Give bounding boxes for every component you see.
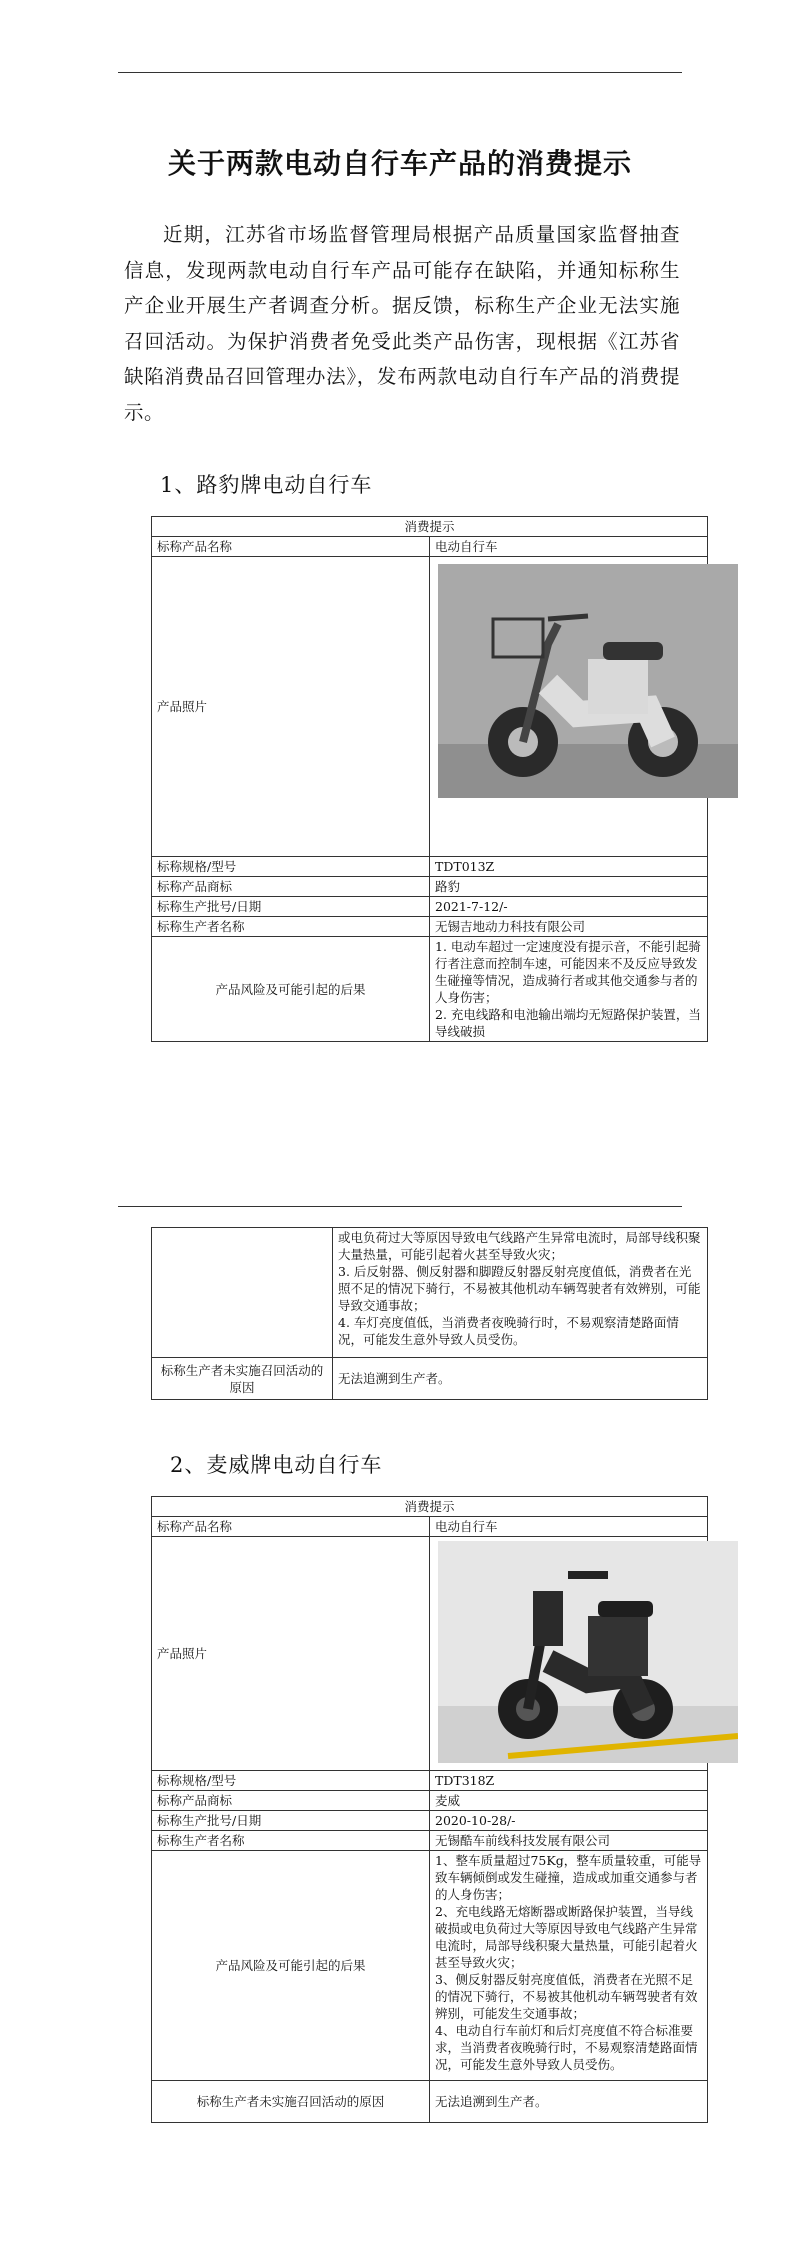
label-photo: 产品照片: [152, 1537, 430, 1771]
value-maker: 无锡酷车前线科技发展有限公司: [430, 1831, 708, 1851]
risk-item: 2、充电线路无熔断器或断路保护装置，当导线破损或电负荷过大等原因导致电气线路产生异常电流时，局部导线积聚大量热量，可能引起着火甚至导致火灾；: [435, 1904, 698, 1970]
section-title-2: 2、麦威牌电动自行车: [170, 1453, 383, 1477]
label-maker: 标称生产者名称: [152, 1831, 430, 1851]
product-table-1: [151, 516, 708, 1042]
value-reason: 无法追溯到生产者。: [430, 2081, 708, 2123]
page1-top-rule: [118, 72, 682, 73]
table-header: 消费提示: [152, 517, 708, 537]
value-brand: 路豹: [430, 877, 708, 897]
label-model: 标称规格/型号: [152, 857, 430, 877]
intro-paragraph: 近期，江苏省市场监督管理局根据产品质量国家监督抽查信息，发现两款电动自行车产品可能存在缺陷，并通知标称生产企业开展生产者调查分析。据反馈，标称生产企业无法实施召回活动。为保护消费者免受此类产品伤害，现根据《江苏省缺陷消费品召回管理办法》，发布两款电动自行车产品的消费提示。: [124, 223, 680, 424]
value-reason: 无法追溯到生产者。: [333, 1358, 708, 1400]
section-title-1: 1、路豹牌电动自行车: [160, 473, 373, 497]
value-risks-part1: 1. 电动车超过一定速度没有提示音，不能引起骑行者注意而控制车速，可能因来不及反应导致发生碰撞等情况，造成骑行者或其他交通参与者的人身伤害； 2. 充电线路和电池输出端均无短路保护装置，当导线破损: [430, 937, 708, 1042]
label-brand: 标称产品商标: [152, 877, 430, 897]
value-risks-part2: 或电负荷过大等原因导致电气线路产生异常电流时，局部导线积聚大量热量，可能引起着火甚至导致火灾； 3. 后反射器、侧反射器和脚蹬反射器反射亮度值低，消费者在光照不足的情况下骑行，不易被其他机动车辆驾驶者有效辨别，可能导致交通事故； 4. 车灯亮度值低，当消费者夜晚骑行时，不易观察清楚路面情况，可能发生意外导致人员受伤。: [333, 1228, 708, 1358]
risk-item: 3、侧反射器反射亮度值低，消费者在光照不足的情况下骑行，不易被其他机动车辆驾驶者有效辨别，可能发生交通事故；: [435, 1972, 698, 2021]
page2-top-rule: [118, 1206, 682, 1207]
document-title: 关于两款电动自行车产品的消费提示: [167, 147, 632, 180]
table-header: 消费提示: [152, 1497, 708, 1517]
value-batch: 2020-10-28/-: [430, 1811, 708, 1831]
label-batch: 标称生产批号/日期: [152, 1811, 430, 1831]
label-photo: 产品照片: [152, 557, 430, 857]
value-model: TDT318Z: [430, 1771, 708, 1791]
value-brand: 麦威: [430, 1791, 708, 1811]
label-model: 标称规格/型号: [152, 1771, 430, 1791]
product-table-1-continued: [151, 1227, 708, 1400]
product-table-2: [151, 1496, 708, 2123]
risk-item: 1、整车质量超过75Kg，整车质量较重，可能导致车辆倾倒或发生碰撞，造成或加重交通参与者的人身伤害；: [435, 1853, 702, 1902]
product-photo-1: [438, 564, 738, 798]
label-risk: 产品风险及可能引起的后果: [152, 937, 430, 1042]
label-risk: 产品风险及可能引起的后果: [152, 1851, 430, 2081]
label-reason: 标称生产者未实施召回活动的原因: [152, 2081, 430, 2123]
label-brand: 标称产品商标: [152, 1791, 430, 1811]
label-reason: 标称生产者未实施召回活动的原因: [152, 1358, 333, 1400]
value-product-name: 电动自行车: [430, 537, 708, 557]
risk-item: 4、电动自行车前灯和后灯亮度值不符合标准要求，当消费者夜晚骑行时，不易观察清楚路面情况，可能发生意外导致人员受伤。: [435, 2023, 698, 2072]
label-product-name: 标称产品名称: [152, 537, 430, 557]
value-model: TDT013Z: [430, 857, 708, 877]
label-batch: 标称生产批号/日期: [152, 897, 430, 917]
product-photo-2: [438, 1541, 738, 1763]
label-maker: 标称生产者名称: [152, 917, 430, 937]
value-batch: 2021-7-12/-: [430, 897, 708, 917]
value-product-name: 电动自行车: [430, 1517, 708, 1537]
label-product-name: 标称产品名称: [152, 1517, 430, 1537]
value-maker: 无锡吉地动力科技有限公司: [430, 917, 708, 937]
